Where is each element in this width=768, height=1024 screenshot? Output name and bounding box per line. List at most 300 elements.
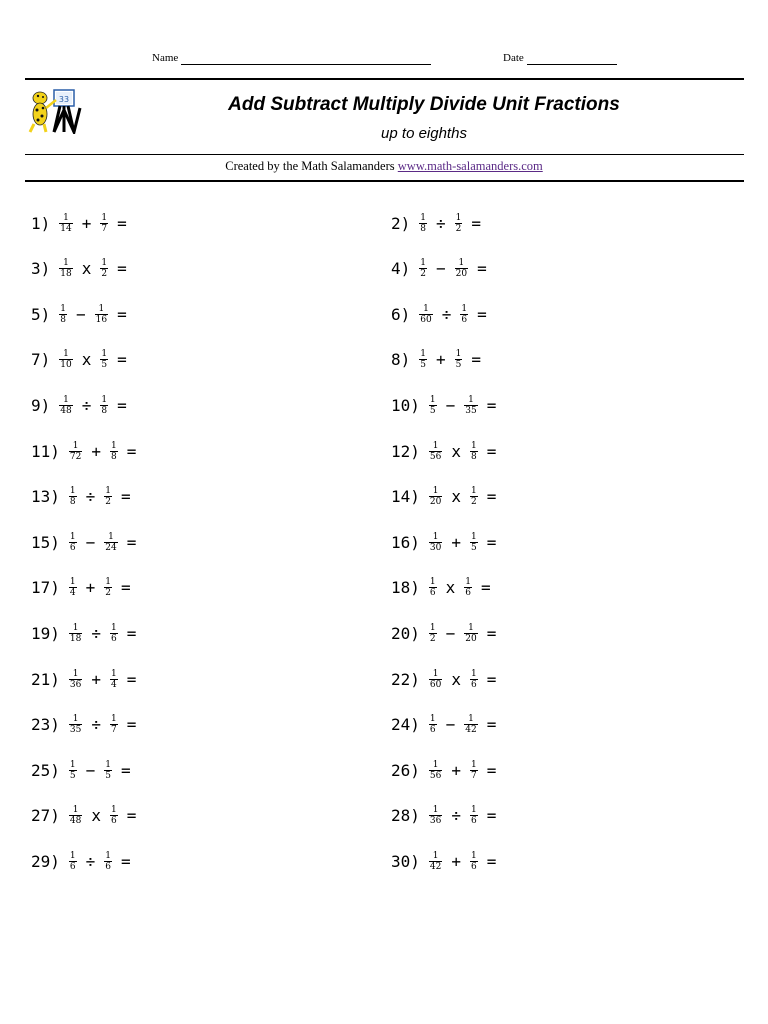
fraction-a <box>59 258 72 279</box>
fraction-denominator: 42 <box>465 725 477 736</box>
problem-number: 3) <box>31 259 51 279</box>
problem-item <box>391 249 487 289</box>
page-title: Add Subtract Multiply Divide Unit Fractions <box>228 94 620 115</box>
problem-item <box>391 841 496 881</box>
name-blank-line[interactable] <box>181 64 431 65</box>
fraction-a <box>59 304 67 325</box>
operator-sign: x <box>81 350 92 370</box>
fraction-a <box>69 760 77 781</box>
fraction-numerator: 1 <box>429 577 436 588</box>
problem-number: 18) <box>391 578 420 598</box>
fraction-a <box>69 714 82 735</box>
fraction-denominator: 5 <box>455 360 462 371</box>
operator-sign: − <box>445 715 456 735</box>
fraction-numerator: 1 <box>455 212 462 223</box>
fraction-numerator: 1 <box>432 668 439 679</box>
fraction-b <box>470 805 478 826</box>
operator-sign: + <box>91 441 101 461</box>
fraction-b <box>464 714 477 735</box>
equals-sign: = <box>121 760 131 780</box>
fraction-denominator: 6 <box>465 588 472 599</box>
fraction-numerator: 1 <box>69 850 76 861</box>
fraction-b <box>110 669 118 690</box>
equals-sign: = <box>481 578 491 598</box>
problem-item <box>391 340 481 380</box>
fraction-denominator: 7 <box>471 770 477 781</box>
fraction-b <box>455 258 468 279</box>
bottom-divider <box>25 180 744 182</box>
fraction-numerator: 1 <box>101 349 108 360</box>
fraction-numerator: 1 <box>432 486 439 497</box>
problem-item <box>391 796 496 836</box>
fraction-a <box>59 213 72 234</box>
fraction-numerator: 1 <box>468 714 474 725</box>
problem-number: 14) <box>391 487 420 507</box>
equals-sign: = <box>117 395 127 415</box>
fraction-denominator: 7 <box>101 223 108 234</box>
equals-sign: = <box>486 532 497 552</box>
fraction-denominator: 8 <box>69 497 76 508</box>
fraction-denominator: 20 <box>429 497 442 508</box>
fraction-numerator: 1 <box>471 668 477 679</box>
fraction-numerator: 1 <box>432 805 439 816</box>
middle-divider <box>25 154 744 155</box>
fraction-denominator: 72 <box>69 451 82 462</box>
fraction-denominator: 2 <box>471 497 477 508</box>
operator-sign: + <box>436 350 446 370</box>
fraction-b <box>110 623 118 644</box>
fraction-numerator: 1 <box>111 622 117 633</box>
fraction-denominator: 48 <box>69 816 82 827</box>
operator-sign: ÷ <box>436 213 446 233</box>
fraction-numerator: 1 <box>111 440 117 451</box>
fraction-denominator: 56 <box>429 770 442 781</box>
fraction-a <box>429 851 442 872</box>
fraction-numerator: 1 <box>101 258 108 269</box>
problem-item <box>31 431 136 471</box>
fraction-a <box>429 714 437 735</box>
equals-sign: = <box>477 304 487 324</box>
equals-sign: = <box>486 806 497 826</box>
fraction-denominator: 16 <box>95 314 108 325</box>
fraction-numerator: 1 <box>72 668 79 679</box>
fraction-denominator: 60 <box>420 314 432 325</box>
problem-number: 13) <box>31 487 60 507</box>
credit-line <box>0 159 768 174</box>
problem-item <box>31 522 136 562</box>
fraction-a <box>419 213 427 234</box>
fraction-denominator: 2 <box>429 633 436 644</box>
problem-item <box>391 659 496 699</box>
operator-sign: + <box>85 578 96 598</box>
equals-sign: = <box>471 213 482 233</box>
fraction-denominator: 36 <box>69 679 82 690</box>
fraction-denominator: 6 <box>429 588 436 599</box>
fraction-b <box>104 760 112 781</box>
problem-number: 8) <box>391 350 411 370</box>
problem-item <box>31 750 131 790</box>
fraction-numerator: 1 <box>108 531 114 542</box>
operator-sign: x <box>451 487 461 507</box>
fraction-b <box>100 349 108 370</box>
fraction-denominator: 6 <box>69 861 76 872</box>
fraction-denominator: 5 <box>420 360 426 371</box>
operator-sign: ÷ <box>91 715 101 735</box>
problem-number: 27) <box>31 806 60 826</box>
fraction-numerator: 1 <box>468 622 474 633</box>
fraction-denominator: 5 <box>101 360 108 371</box>
fraction-denominator: 2 <box>455 223 462 234</box>
fraction-denominator: 6 <box>461 314 468 325</box>
fraction-denominator: 10 <box>60 360 72 371</box>
fraction-a <box>59 349 72 370</box>
fraction-a <box>429 760 442 781</box>
operator-sign: − <box>445 623 456 643</box>
fraction-numerator: 1 <box>101 394 108 405</box>
fraction-a <box>429 532 442 553</box>
fraction-numerator: 1 <box>432 759 439 770</box>
fraction-numerator: 1 <box>455 349 462 360</box>
equals-sign: = <box>117 259 127 279</box>
problem-number: 4) <box>391 259 411 279</box>
fraction-numerator: 1 <box>429 394 436 405</box>
fraction-numerator: 1 <box>420 349 426 360</box>
problem-item <box>31 340 127 380</box>
fraction-denominator: 6 <box>429 725 436 736</box>
operator-sign: x <box>91 806 101 826</box>
fraction-numerator: 1 <box>461 303 468 314</box>
fraction-denominator: 30 <box>429 542 442 553</box>
name-date-row <box>0 52 768 68</box>
problem-item <box>391 431 496 471</box>
fraction-b <box>455 213 463 234</box>
fraction-b <box>104 486 112 507</box>
fraction-denominator: 56 <box>429 451 442 462</box>
problem-number: 23) <box>31 715 60 735</box>
equals-sign: = <box>117 213 127 233</box>
fraction-numerator: 1 <box>111 668 117 679</box>
fraction-a <box>69 805 82 826</box>
fraction-denominator: 8 <box>60 314 66 325</box>
operator-sign: + <box>81 213 92 233</box>
problem-number: 9) <box>31 395 51 415</box>
problem-number: 1) <box>31 213 51 233</box>
fraction-a <box>69 486 77 507</box>
date-blank-line[interactable] <box>527 64 617 65</box>
fraction-b <box>470 851 478 872</box>
operator-sign: x <box>81 259 92 279</box>
fraction-denominator: 42 <box>429 861 442 872</box>
problem-item <box>391 294 487 334</box>
fraction-numerator: 1 <box>471 486 477 497</box>
problem-item <box>31 568 131 608</box>
fraction-numerator: 1 <box>72 622 79 633</box>
problem-item <box>31 841 131 881</box>
fraction-denominator: 7 <box>111 725 117 736</box>
problem-item <box>31 203 127 243</box>
fraction-b <box>104 577 112 598</box>
fraction-denominator: 6 <box>105 861 112 872</box>
operator-sign: x <box>445 578 456 598</box>
fraction-denominator: 8 <box>111 451 117 462</box>
fraction-numerator: 1 <box>458 258 465 269</box>
fraction-b <box>470 669 478 690</box>
problem-number: 30) <box>391 851 420 871</box>
operator-sign: − <box>445 395 456 415</box>
fraction-b <box>95 304 108 325</box>
fraction-a <box>69 623 82 644</box>
equals-sign: = <box>126 441 137 461</box>
problem-number: 26) <box>391 760 420 780</box>
fraction-b <box>470 760 478 781</box>
equals-sign: = <box>126 669 137 689</box>
problem-item <box>391 522 496 562</box>
fraction-numerator: 1 <box>420 258 426 269</box>
equals-sign: = <box>117 304 127 324</box>
fraction-numerator: 1 <box>471 531 477 542</box>
fraction-a <box>429 441 442 462</box>
fraction-b <box>100 213 108 234</box>
fraction-denominator: 60 <box>429 679 442 690</box>
problem-item <box>391 568 491 608</box>
operator-sign: ÷ <box>441 304 452 324</box>
problem-number: 19) <box>31 623 60 643</box>
fraction-numerator: 1 <box>72 714 79 725</box>
fraction-numerator: 1 <box>423 303 429 314</box>
equals-sign: = <box>121 578 131 598</box>
fraction-a <box>69 441 82 462</box>
equals-sign: = <box>121 487 131 507</box>
fraction-denominator: 48 <box>60 405 72 416</box>
fraction-a <box>429 577 437 598</box>
problem-item <box>31 385 127 425</box>
fraction-numerator: 1 <box>471 759 477 770</box>
equals-sign: = <box>117 350 127 370</box>
fraction-numerator: 1 <box>432 850 439 861</box>
problem-item <box>391 705 496 745</box>
fraction-a <box>419 304 432 325</box>
problem-item <box>31 613 136 653</box>
problem-number: 2) <box>391 213 411 233</box>
fraction-denominator: 14 <box>60 223 72 234</box>
fraction-denominator: 6 <box>111 816 117 827</box>
problem-item <box>391 613 496 653</box>
name-label: Name <box>152 52 179 64</box>
equals-sign: = <box>486 395 497 415</box>
operator-sign: ÷ <box>81 395 92 415</box>
operator-sign: + <box>451 532 461 552</box>
fraction-numerator: 1 <box>69 759 76 770</box>
fraction-numerator: 1 <box>63 349 69 360</box>
fraction-a <box>429 486 442 507</box>
fraction-b <box>460 304 468 325</box>
problem-item <box>391 750 496 790</box>
fraction-numerator: 1 <box>69 531 76 542</box>
equals-sign: = <box>477 259 487 279</box>
problem-item <box>31 249 127 289</box>
equals-sign: = <box>486 851 497 871</box>
fraction-numerator: 1 <box>420 212 426 223</box>
fraction-numerator: 1 <box>72 805 79 816</box>
fraction-denominator: 18 <box>60 269 72 280</box>
fraction-numerator: 1 <box>105 759 112 770</box>
fraction-denominator: 2 <box>420 269 426 280</box>
equals-sign: = <box>486 487 497 507</box>
fraction-denominator: 8 <box>101 405 108 416</box>
fraction-b <box>464 577 472 598</box>
fraction-numerator: 1 <box>468 394 474 405</box>
fraction-b <box>104 851 112 872</box>
fraction-denominator: 2 <box>105 497 112 508</box>
problem-number: 5) <box>31 304 51 324</box>
fraction-a <box>69 532 77 553</box>
operator-sign: ÷ <box>85 851 96 871</box>
fraction-denominator: 18 <box>69 633 82 644</box>
page-subtitle: up to eighths <box>381 125 467 142</box>
fraction-b <box>464 395 477 416</box>
fraction-numerator: 1 <box>111 805 117 816</box>
problem-number: 16) <box>391 532 420 552</box>
fraction-denominator: 36 <box>429 816 442 827</box>
fraction-numerator: 1 <box>429 714 436 725</box>
equals-sign: = <box>486 715 497 735</box>
problem-number: 25) <box>31 760 60 780</box>
operator-sign: − <box>76 304 86 324</box>
equals-sign: = <box>126 623 137 643</box>
credit-link[interactable]: www.math-salamanders.com <box>397 159 543 173</box>
fraction-a <box>429 623 437 644</box>
fraction-denominator: 4 <box>111 679 117 690</box>
problem-number: 10) <box>391 395 420 415</box>
fraction-numerator: 1 <box>63 394 69 405</box>
fraction-numerator: 1 <box>105 850 112 861</box>
fraction-numerator: 1 <box>63 258 69 269</box>
fraction-a <box>419 349 427 370</box>
fraction-numerator: 1 <box>471 440 477 451</box>
problem-number: 29) <box>31 851 60 871</box>
problem-item <box>31 294 127 334</box>
equals-sign: = <box>126 806 137 826</box>
equals-sign: = <box>471 350 482 370</box>
fraction-denominator: 24 <box>105 542 117 553</box>
fraction-b <box>470 486 478 507</box>
operator-sign: − <box>436 259 446 279</box>
equals-sign: = <box>486 669 497 689</box>
operator-sign: ÷ <box>85 487 96 507</box>
problem-number: 6) <box>391 304 411 324</box>
problem-item <box>391 203 481 243</box>
fraction-denominator: 5 <box>105 770 112 781</box>
fraction-b <box>464 623 477 644</box>
fraction-a <box>429 805 442 826</box>
fraction-numerator: 1 <box>432 440 439 451</box>
logo-board-text: 33 <box>58 95 70 104</box>
fraction-denominator: 6 <box>111 633 117 644</box>
equals-sign: = <box>486 441 497 461</box>
fraction-numerator: 1 <box>429 622 436 633</box>
date-label: Date <box>503 52 524 64</box>
fraction-numerator: 1 <box>69 486 76 497</box>
fraction-a <box>429 395 437 416</box>
fraction-denominator: 5 <box>471 542 477 553</box>
problem-item <box>31 477 131 517</box>
fraction-denominator: 8 <box>471 451 477 462</box>
fraction-denominator: 20 <box>455 269 468 280</box>
fraction-b <box>110 714 118 735</box>
fraction-b <box>110 805 118 826</box>
equals-sign: = <box>126 532 137 552</box>
problem-number: 11) <box>31 441 60 461</box>
fraction-numerator: 1 <box>471 850 477 861</box>
operator-sign: + <box>451 851 461 871</box>
problem-number: 21) <box>31 669 60 689</box>
fraction-numerator: 1 <box>101 212 108 223</box>
fraction-numerator: 1 <box>105 486 112 497</box>
problem-number: 7) <box>31 350 51 370</box>
fraction-a <box>69 577 77 598</box>
problem-number: 22) <box>391 669 420 689</box>
fraction-numerator: 1 <box>432 531 439 542</box>
fraction-b <box>470 441 478 462</box>
equals-sign: = <box>126 715 137 735</box>
problem-number: 12) <box>391 441 420 461</box>
fraction-denominator: 6 <box>471 816 477 827</box>
problem-number: 15) <box>31 532 60 552</box>
fraction-numerator: 1 <box>471 805 477 816</box>
fraction-denominator: 4 <box>69 588 76 599</box>
fraction-denominator: 8 <box>420 223 426 234</box>
credit-text: Created by the Math Salamanders <box>225 159 395 173</box>
fraction-a <box>419 258 427 279</box>
fraction-denominator: 6 <box>69 542 76 553</box>
fraction-b <box>100 258 108 279</box>
fraction-b <box>100 395 108 416</box>
fraction-b <box>110 441 118 462</box>
operator-sign: + <box>91 669 101 689</box>
fraction-numerator: 1 <box>72 440 79 451</box>
fraction-b <box>455 349 463 370</box>
fraction-b <box>104 532 117 553</box>
problem-number: 17) <box>31 578 60 598</box>
problem-number: 24) <box>391 715 420 735</box>
fraction-numerator: 1 <box>69 577 76 588</box>
fraction-numerator: 1 <box>98 303 105 314</box>
fraction-a <box>69 669 82 690</box>
fraction-denominator: 35 <box>69 725 82 736</box>
fraction-numerator: 1 <box>111 714 117 725</box>
problem-item <box>391 385 496 425</box>
fraction-numerator: 1 <box>63 212 69 223</box>
fraction-a <box>59 395 72 416</box>
operator-sign: ÷ <box>451 806 461 826</box>
equals-sign: = <box>486 760 497 780</box>
fraction-denominator: 2 <box>101 269 108 280</box>
top-divider <box>25 78 744 80</box>
operator-sign: − <box>85 760 96 780</box>
operator-sign: x <box>451 441 461 461</box>
problem-number: 20) <box>391 623 420 643</box>
fraction-denominator: 5 <box>429 405 436 416</box>
operator-sign: − <box>85 532 96 552</box>
problem-number: 28) <box>391 806 420 826</box>
fraction-numerator: 1 <box>105 577 112 588</box>
fraction-numerator: 1 <box>465 577 472 588</box>
problem-item <box>31 796 136 836</box>
problem-item <box>31 705 136 745</box>
operator-sign: ÷ <box>91 623 101 643</box>
fraction-denominator: 6 <box>471 861 477 872</box>
operator-sign: x <box>451 669 461 689</box>
